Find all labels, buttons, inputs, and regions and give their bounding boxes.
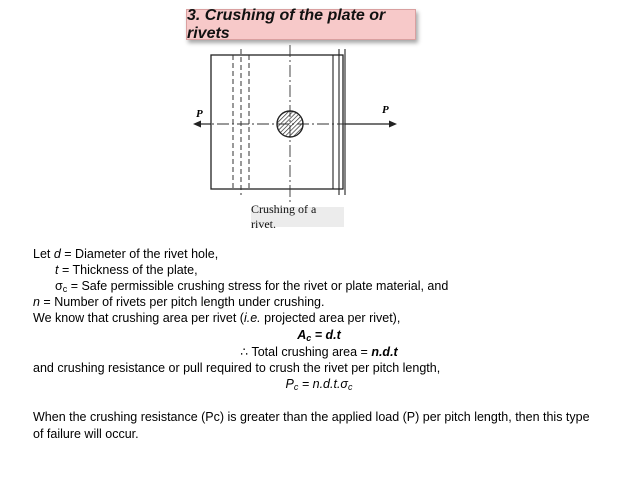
symbol-t: t: [55, 263, 59, 277]
ie-text: i.e.: [243, 311, 261, 325]
formula-area-rhs: = d.t: [311, 328, 341, 342]
total-area-prefix: ∴ Total crushing area =: [240, 345, 372, 359]
symbol-d: d: [53, 247, 61, 261]
formula-area-lhs: A: [297, 328, 307, 342]
total-area-value: n.d.t: [371, 345, 398, 359]
definition-d: [33, 246, 218, 262]
crushing-area-before: We know that crushing area per rivet (: [33, 311, 244, 325]
formula-area-sub: c: [306, 333, 312, 343]
total-crushing-area: [0, 344, 638, 360]
definition-t: [55, 262, 198, 278]
formula-resistance-rhs: = n.d.t.σ: [298, 377, 348, 391]
definition-sigma: [55, 278, 448, 294]
symbol-sigma: σ: [55, 279, 63, 293]
formula-resistance-sub: c: [293, 382, 299, 392]
resistance-statement: and crushing resistance or pull required to crush the rivet per pitch length,: [33, 361, 441, 375]
definition-t-text: = Thickness of the plate,: [58, 263, 198, 277]
symbol-n: n: [33, 295, 40, 309]
rivet-section: [277, 111, 303, 137]
crushing-area-statement: [33, 310, 400, 326]
formula-crushing-area: [0, 327, 638, 343]
right-arrowhead: [389, 121, 397, 128]
left-load-label: P: [196, 108, 203, 120]
formula-resistance-rhs-sub: c: [347, 382, 353, 392]
let-prefix: Let: [33, 247, 54, 261]
left-arrowhead: [193, 121, 201, 128]
slide-title: 3. Crushing of the plate or rivets: [186, 9, 416, 40]
sigma-subscript: c: [62, 284, 68, 294]
formula-resistance-lhs: P: [285, 377, 294, 391]
right-load-label: P: [382, 104, 389, 116]
diagram-caption: Crushing of a rivet.: [251, 207, 344, 227]
failure-condition-paragraph: When the crushing resistance (Pc) is greater than the applied load (P) per pitch length, then this type of failure will occur.: [33, 410, 590, 441]
formula-crushing-resistance: [0, 376, 638, 392]
definition-d-text: = Diameter of the rivet hole,: [60, 247, 219, 261]
crushing-area-after: projected area per rivet),: [260, 311, 401, 325]
rivet-crushing-diagram: [185, 45, 415, 205]
definition-n-text: = Number of rivets per pitch length under crushing.: [39, 295, 325, 309]
definition-n: [33, 294, 324, 310]
definition-sigma-text: = Safe permissible crushing stress for the rivet or plate material, and: [67, 279, 449, 293]
